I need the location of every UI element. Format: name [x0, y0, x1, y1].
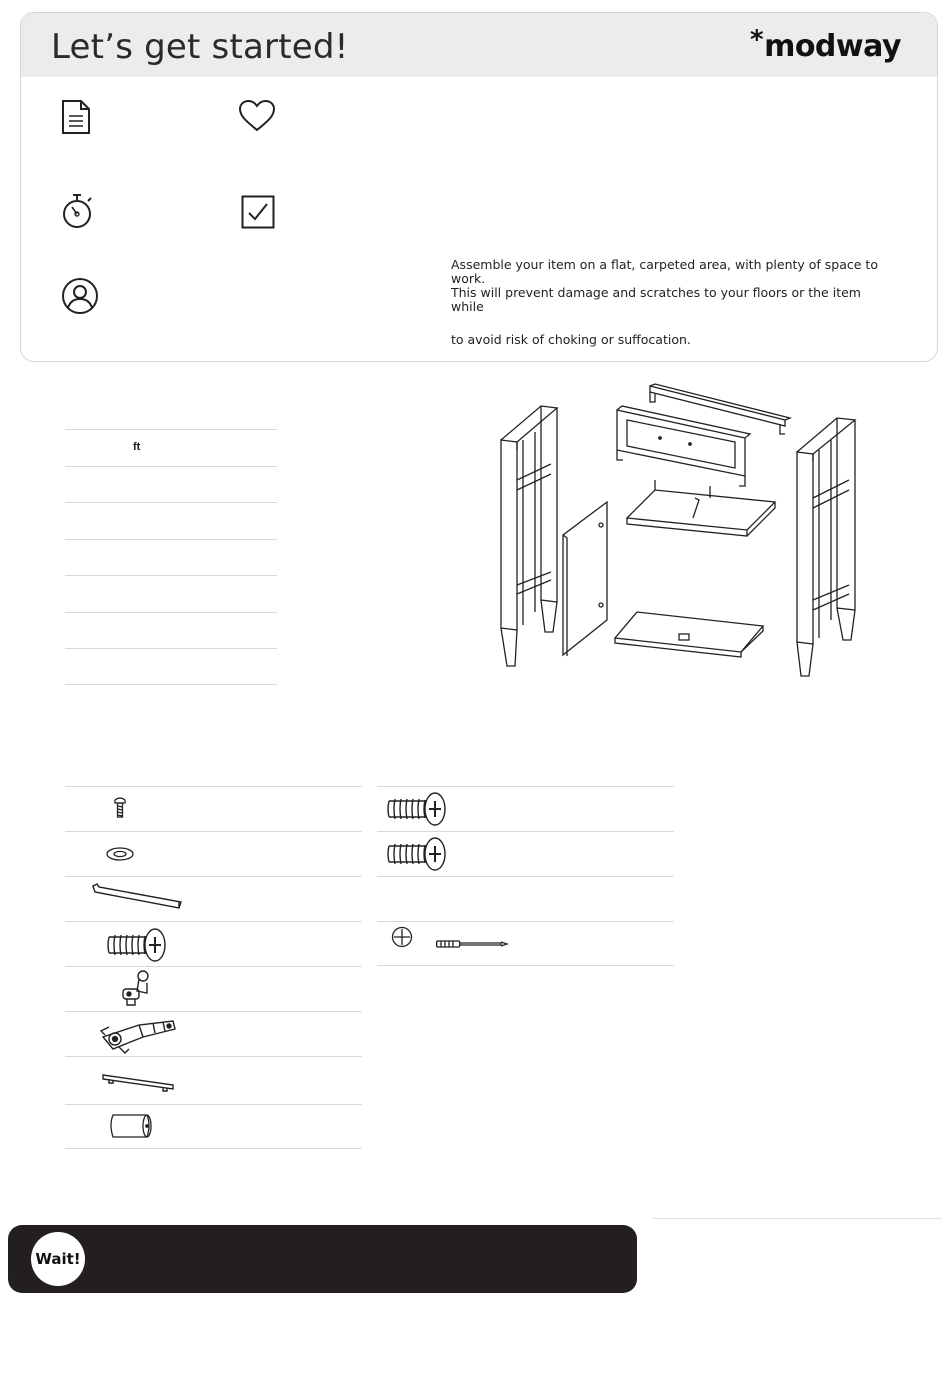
phillips-head-icon [391, 926, 413, 948]
unit-label: ft [133, 441, 141, 453]
list-item [65, 539, 277, 576]
list-item [65, 648, 277, 685]
list-item [377, 876, 674, 921]
right-side-panel [797, 418, 855, 676]
hinge-icon [99, 1015, 179, 1055]
list-item [65, 466, 277, 503]
back-panel [617, 406, 750, 486]
washer-icon [105, 846, 135, 862]
left-side-panel [501, 406, 557, 666]
divider [652, 1218, 942, 1219]
top-rail [650, 384, 790, 434]
wait-badge: Wait! [31, 1232, 85, 1286]
screwdriver-icon [435, 936, 509, 952]
door-panel [563, 502, 607, 656]
list-item [377, 831, 674, 876]
handle-icon [101, 1071, 177, 1093]
long-screw-icon [385, 836, 449, 872]
wait-banner [8, 1225, 637, 1293]
list-item [65, 1104, 362, 1149]
card-header [21, 13, 937, 77]
brand-logo: *modway [749, 25, 901, 64]
list-item [377, 921, 674, 966]
list-item [65, 575, 277, 612]
hardware-list-right [377, 786, 674, 966]
small-bolt-icon [113, 797, 127, 819]
spec-list [65, 429, 277, 685]
stopwatch-icon [61, 193, 95, 229]
bottom-shelf [615, 612, 763, 657]
list-item [65, 1056, 362, 1104]
allen-key-icon [91, 882, 183, 912]
surface-note: Assemble your item on a flat, carpeted area, with plenty of space to work. This will prevent damage and scratches to your floors or the item while [451, 257, 878, 314]
exploded-parts-diagram [495, 380, 865, 685]
list-item [65, 429, 277, 466]
person-icon [61, 277, 99, 315]
list-item [65, 1011, 362, 1056]
list-item [65, 786, 362, 831]
long-screw-icon [385, 791, 449, 827]
checkbox-icon [241, 195, 275, 229]
list-item [65, 612, 277, 649]
list-item [377, 786, 674, 831]
page-title: Let’s get started! [51, 27, 349, 67]
cam-lock-icon [117, 969, 157, 1009]
list-item [65, 876, 362, 921]
hardware-list-left [65, 786, 362, 1149]
choking-note: to avoid risk of choking or suffocation. [451, 332, 691, 347]
list-item [65, 502, 277, 539]
long-screw-icon [105, 927, 169, 963]
list-item [65, 921, 362, 966]
knob-icon [107, 1109, 157, 1143]
list-item [65, 831, 362, 876]
heart-icon [238, 99, 276, 133]
list-item [65, 966, 362, 1011]
getting-started-card [20, 12, 938, 362]
middle-shelf [627, 480, 775, 536]
document-icon [61, 99, 91, 135]
